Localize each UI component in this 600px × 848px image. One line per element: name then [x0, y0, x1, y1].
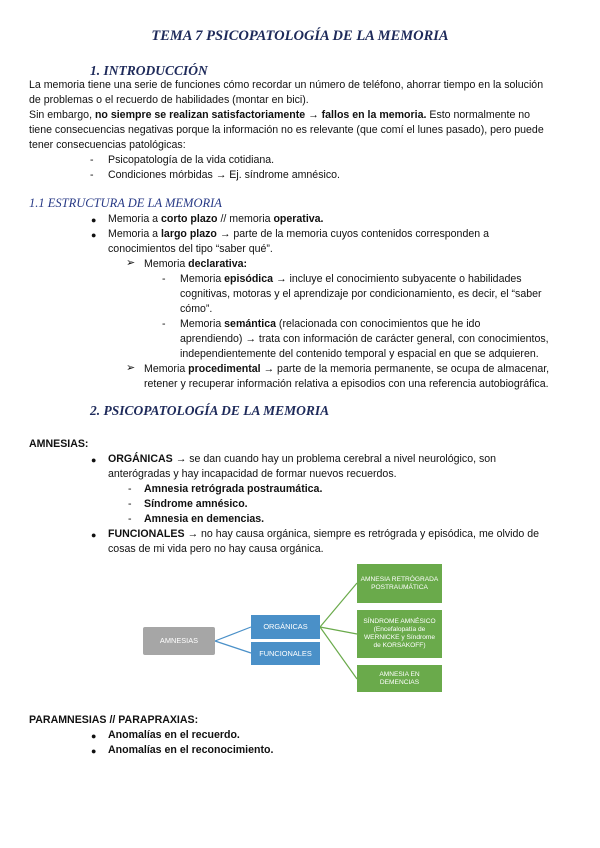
- dash-marker: -: [90, 169, 94, 181]
- arrowhead-bullet-icon: ➢: [126, 362, 136, 374]
- diagram-node-amnesia-demencias: [357, 665, 442, 692]
- diagram-node-label: DEMENCIAS: [379, 678, 420, 686]
- text-run-bold: semántica: [224, 318, 276, 330]
- connector-root-funcionales: [215, 641, 251, 653]
- text-run-bold: Anomalías en el reconocimiento.: [108, 744, 274, 756]
- section-heading-psicopatologia: 2. PSICOPATOLOGÍA DE LA MEMORIA: [90, 403, 330, 418]
- list-item: Psicopatología de la vida cotidiana.: [108, 154, 275, 166]
- paragraph-line: tener consecuencias patológicas:: [29, 139, 186, 151]
- list-item-continuation: cosas de mi vida pero no hay causa orgánica.: [108, 543, 324, 555]
- bullet-icon: ●: [91, 746, 97, 756]
- dash-marker: -: [162, 318, 166, 330]
- section-heading-introduccion: 1. INTRODUCCIÓN: [90, 63, 208, 78]
- page-title: TEMA 7 PSICOPATOLOGÍA DE LA MEMORIA: [151, 28, 449, 44]
- text-run-bold: Anomalías en el recuerdo.: [108, 729, 240, 741]
- diagram-node-amnesias: [143, 627, 215, 655]
- text-run: Memoria: [180, 273, 225, 285]
- text-run-bold: corto plazo: [160, 213, 218, 225]
- text-run-bold: FUNCIONALES: [108, 528, 185, 540]
- list-item: [108, 743, 273, 758]
- diagram-node-organicas: [251, 615, 320, 639]
- text-run: Memoria a: [108, 228, 161, 240]
- text-run-bold: procedimental: [188, 363, 261, 375]
- text-run: → no hay causa orgánica, siempre es retrógrada y episódica, me olvido de: [184, 528, 540, 540]
- list-item-continuation: cómo”.: [180, 303, 213, 315]
- subsection-heading-estructura: 1.1 ESTRUCTURA DE LA MEMORIA: [29, 196, 222, 210]
- text-run-bold: largo plazo: [160, 228, 217, 240]
- text-run: (relacionada con conocimientos que he ido: [275, 318, 481, 330]
- list-item-continuation: cognitivas, motoras y el aprendizaje por condicionamiento, es decir, el “saber: [180, 288, 542, 300]
- text-run-bold: AMNESIAS:: [29, 438, 89, 450]
- connector-organicas-leaf3: [320, 627, 357, 679]
- text-run-bold: no siempre se realizan satisfactoriamente → fallos en la memoria.: [94, 109, 427, 121]
- text-run: Esto normalmente no: [426, 109, 531, 121]
- diagram-node-label: WERNICKE y Síndrome: [363, 634, 436, 641]
- dash-marker: -: [128, 498, 132, 510]
- connector-organicas-leaf1: [320, 583, 357, 627]
- connector-organicas-leaf2: [320, 627, 357, 634]
- diagram-node-label: ORGÁNICAS: [263, 622, 308, 631]
- text-run-bold: Síndrome amnésico.: [144, 498, 248, 510]
- dash-marker: -: [90, 154, 94, 166]
- dash-marker: -: [128, 513, 132, 525]
- list-item-continuation: aprendiendo) → trata con información de carácter general, con conocimientos,: [180, 333, 549, 345]
- text-run: Memoria: [144, 363, 189, 375]
- dash-marker: -: [128, 483, 132, 495]
- text-run: Memoria a: [108, 213, 161, 225]
- list-item-continuation: retener y recuperar información relativa a episodios con una referencia autobiográfica.: [144, 378, 549, 390]
- bullet-icon: ●: [91, 731, 97, 741]
- list-item-continuation: independientemente del contenido temporal y espacial en que se adquieren.: [180, 348, 539, 360]
- text-run-bold: ORGÁNICAS: [108, 453, 173, 465]
- text-run: → incluye el conocimiento subyacente o habilidades: [273, 273, 522, 285]
- text-run-bold: Amnesia retrógrada postraumática.: [144, 483, 323, 495]
- diagram-node-label: (Encefalopatía de: [373, 626, 426, 633]
- list-item: [108, 728, 240, 743]
- bullet-icon: ●: [91, 230, 97, 240]
- list-item: Condiciones mórbidas → Ej. síndrome amnésico.: [108, 169, 340, 181]
- text-run-bold: operativa.: [273, 213, 324, 225]
- connector-root-organicas: [215, 627, 251, 641]
- text-run-bold: Amnesia en demencias.: [144, 513, 265, 525]
- paragraph-line: La memoria tiene una serie de funciones cómo recordar un número de teléfono, ahorrar tiempo en la solución: [29, 79, 544, 91]
- text-run: // memoria: [217, 213, 274, 225]
- diagram-node-label: de KORSAKOFF): [373, 642, 426, 649]
- paramnesias-heading: [29, 713, 198, 728]
- text-run-bold: declarativa:: [188, 258, 248, 270]
- diagram-node-label: AMNESIA EN: [379, 670, 420, 678]
- list-item-continuation: conocimientos del tipo “saber qué”.: [108, 243, 273, 255]
- diagram-node-label: AMNESIAS: [159, 636, 199, 645]
- text-run-bold: episódica: [224, 273, 274, 285]
- diagram-node-label: FUNCIONALES: [259, 648, 312, 658]
- text-run: Memoria: [180, 318, 225, 330]
- arrowhead-bullet-icon: ➢: [126, 257, 136, 269]
- diagram-node-funcionales: [251, 642, 320, 665]
- diagram-node-amnesia-retrograda: [357, 564, 442, 603]
- bullet-icon: ●: [91, 530, 97, 540]
- text-run: → se dan cuando hay un problema cerebral a nivel neurológico, son: [172, 453, 497, 465]
- paragraph-line: de problemas o el recuerdo de habilidades (montar en bici).: [29, 94, 309, 106]
- paragraph-line: tiene consecuencias negativas porque la información no es relevante (que comí el lunes pasado), pero puede: [29, 124, 544, 136]
- text-run: → parte de la memoria permanente, se ocupa de almacenar,: [260, 363, 550, 375]
- diagram-node-label: POSTRAUMÁTICA: [371, 583, 428, 591]
- diagram-node-label: SÍNDROME AMNÉSICO: [363, 618, 436, 625]
- dash-marker: -: [162, 273, 166, 285]
- diagram-node-label: AMNESIA RETRÓGRADA: [360, 575, 439, 583]
- bullet-icon: ●: [91, 455, 97, 465]
- list-item-continuation: anterógradas y hay incapacidad de formar nuevos recuerdos.: [108, 468, 397, 480]
- text-run: Sin embargo,: [29, 109, 95, 121]
- text-run: Memoria: [144, 258, 189, 270]
- diagram-node-sindrome-amnesico: [357, 610, 442, 658]
- text-run-bold: PARAMNESIAS // PARAPRAXIAS:: [29, 714, 199, 726]
- bullet-icon: ●: [91, 215, 97, 225]
- text-run: → parte de la memoria cuyos contenidos corresponden a: [216, 228, 489, 240]
